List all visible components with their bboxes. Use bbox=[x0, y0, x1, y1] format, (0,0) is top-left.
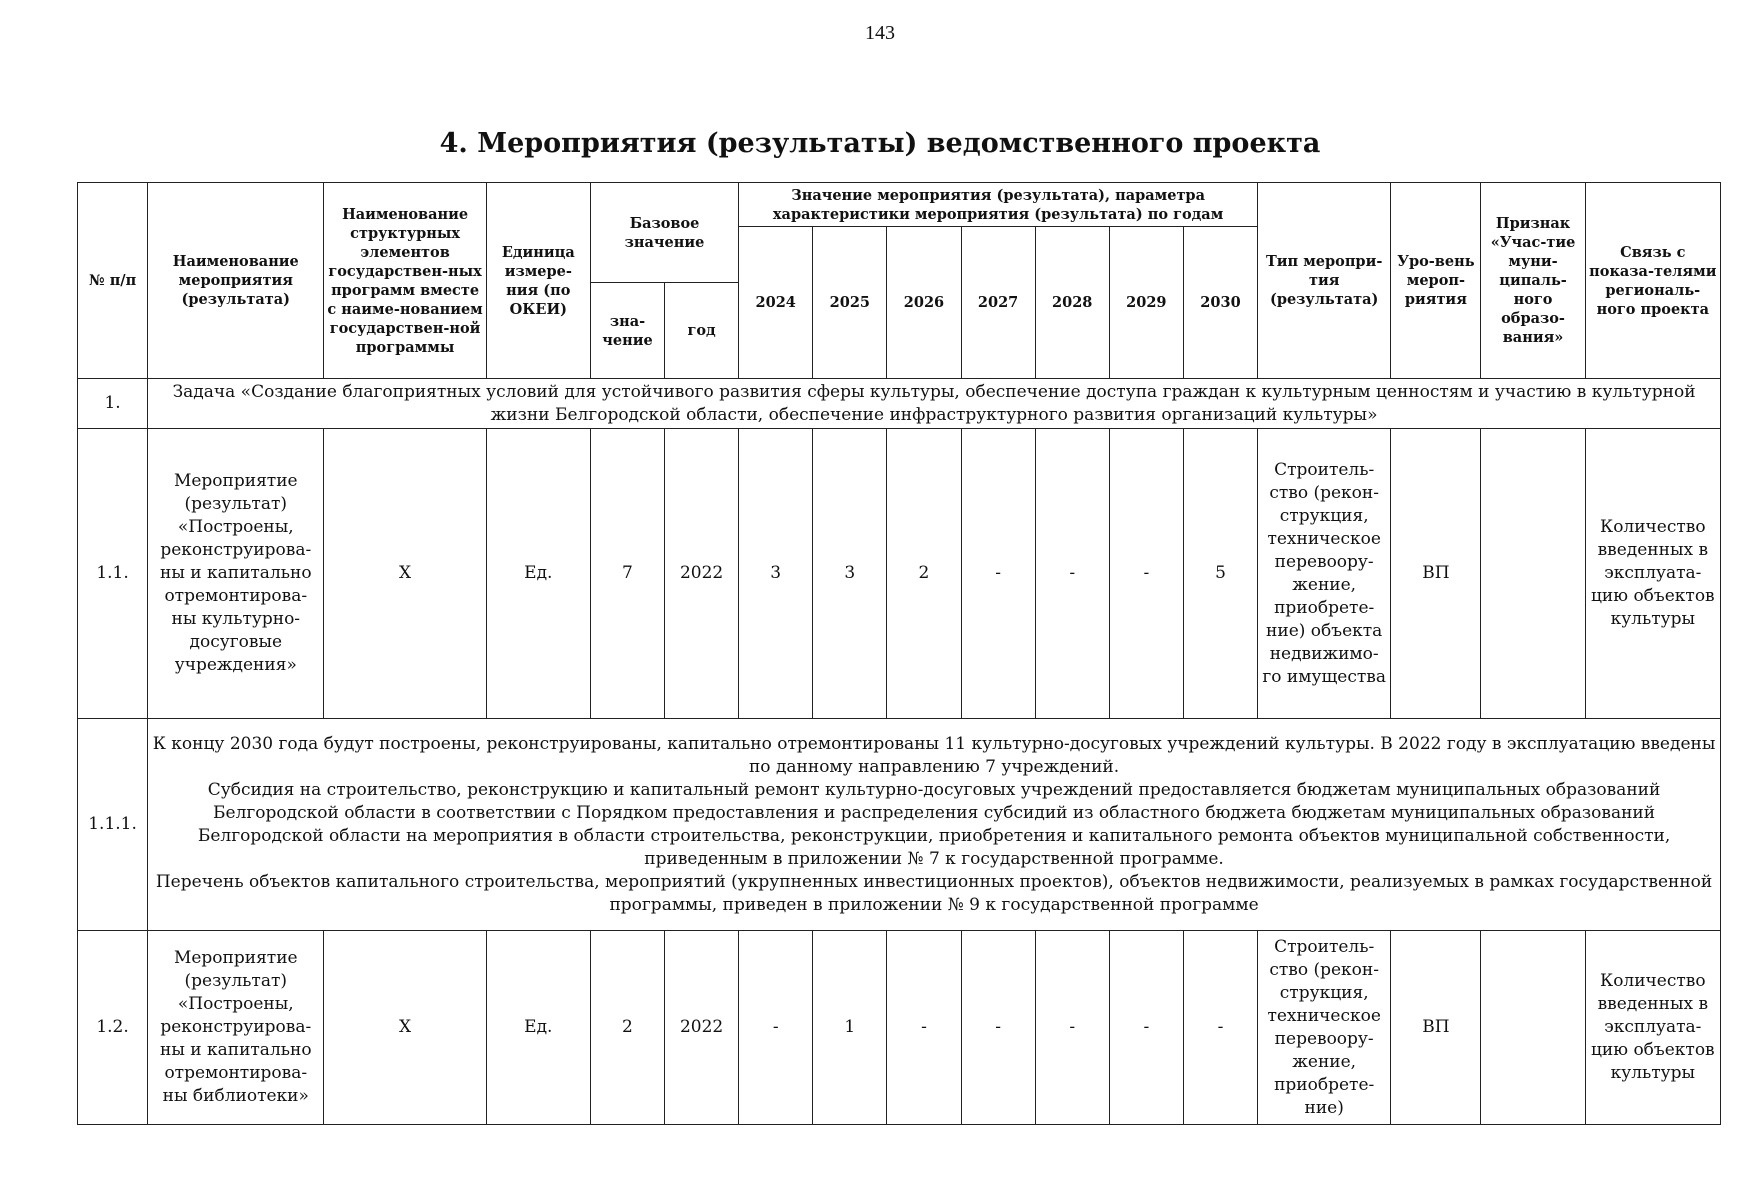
municipal-flag bbox=[1481, 931, 1585, 1125]
header-year-2025: 2025 bbox=[813, 227, 887, 379]
value-2028: - bbox=[1035, 931, 1109, 1125]
header-struct: Наименование структурных элементов государствен-ных программ вместе с наиме-нованием государствен-ной программы bbox=[324, 183, 486, 379]
description-text bbox=[148, 719, 1721, 931]
value-2030: 5 bbox=[1183, 429, 1257, 719]
header-num: № п/п bbox=[78, 183, 148, 379]
header-values-by-year: Значение мероприятия (результата), параметра характеристики мероприятия (результата) по годам bbox=[739, 183, 1258, 227]
event-level: ВП bbox=[1391, 429, 1481, 719]
header-name: Наименование мероприятия (результата) bbox=[148, 183, 324, 379]
event-name: Мероприятие (результат) «Построены, реконструирова-ны и капитально отремонтирова-ны библиотеки» bbox=[148, 931, 324, 1125]
regional-link: Количество введенных в эксплуата-цию объектов культуры bbox=[1585, 931, 1720, 1125]
value-2027: - bbox=[961, 931, 1035, 1125]
base-year: 2022 bbox=[665, 931, 739, 1125]
header-year-2028: 2028 bbox=[1035, 227, 1109, 379]
header-year-2026: 2026 bbox=[887, 227, 961, 379]
value-2026: 2 bbox=[887, 429, 961, 719]
event-type: Строитель-ство (рекон-струкция, техническое перевоору-жение, приобрете-ние) bbox=[1258, 931, 1391, 1125]
value-2028: - bbox=[1035, 429, 1109, 719]
base-value: 2 bbox=[590, 931, 664, 1125]
header-level: Уро-вень мероп-риятия bbox=[1391, 183, 1481, 379]
page-number: 143 bbox=[865, 22, 895, 44]
header-type: Тип меропри-тия (результата) bbox=[1258, 183, 1391, 379]
header-row bbox=[78, 183, 1721, 227]
description-paragraph: К концу 2030 года будут построены, реконструированы, капитально отремонтированы 11 культурно-досуговых учреждений культуры. В 2022 году в эксплуатацию введены по данному направлению 7 учреждений. bbox=[152, 733, 1716, 777]
description-paragraph: Перечень объектов капитального строительства, мероприятий (укрупненных инвестиционных проектов), объектов недвижимости, реализуемых в рамках государственной программы, приведен в приложении № 9 к государственной программе bbox=[155, 871, 1713, 915]
value-2029: - bbox=[1109, 429, 1183, 719]
row-num: 1.1.1. bbox=[78, 719, 148, 931]
regional-link: Количество введенных в эксплуата-цию объектов культуры bbox=[1585, 429, 1720, 719]
unit: Ед. bbox=[486, 429, 590, 719]
value-2027: - bbox=[961, 429, 1035, 719]
struct-element: Х bbox=[324, 429, 486, 719]
event-type: Строитель-ство (рекон-струкция, техническое перевоору-жение, приобрете-ние) объекта недвижимо-го имущества bbox=[1258, 429, 1391, 719]
row-num: 1.2. bbox=[78, 931, 148, 1125]
value-2026: - bbox=[887, 931, 961, 1125]
description-paragraph: Субсидия на строительство, реконструкцию и капитальный ремонт культурно-досуговых учреждений предоставляется бюджетам муниципальных образований Белгородской области в соответствии с Порядком предоставления и распределения субсидий из областного бюджета бюджетам муниципальных образований Белгородской области на мероприятия в области строительства, реконструкции, приобретения и капитального ремонта объектов муниципальной собственности, приведенным в приложении № 7 к государственной программе. bbox=[197, 779, 1671, 869]
event-level: ВП bbox=[1391, 931, 1481, 1125]
base-year: 2022 bbox=[665, 429, 739, 719]
base-value: 7 bbox=[590, 429, 664, 719]
table-row bbox=[78, 931, 1721, 1125]
event-name: Мероприятие (результат) «Построены, реконструирова-ны и капитально отремонтирова-ны культурно-досуговые учреждения» bbox=[148, 429, 324, 719]
task-row bbox=[78, 379, 1721, 429]
value-2030: - bbox=[1183, 931, 1257, 1125]
header-municipal: Признак «Учас-тие муни-ципаль-ного образо-вания» bbox=[1481, 183, 1585, 379]
value-2025: 3 bbox=[813, 429, 887, 719]
header-base: Базовое значение bbox=[590, 183, 738, 283]
header-year-2029: 2029 bbox=[1109, 227, 1183, 379]
unit: Ед. bbox=[486, 931, 590, 1125]
header-year-2024: 2024 bbox=[739, 227, 813, 379]
events-table bbox=[77, 182, 1721, 1125]
document-title: 4. Мероприятия (результаты) ведомственного проекта bbox=[439, 128, 1321, 159]
row-num: 1.1. bbox=[78, 429, 148, 719]
task-text: Задача «Создание благоприятных условий для устойчивого развития сферы культуры, обеспечение доступа граждан к культурным ценностям и участию в культурной жизни Белгородской области, обеспечение инфраструктурного развития организаций культуры» bbox=[148, 379, 1721, 429]
value-2024: 3 bbox=[739, 429, 813, 719]
struct-element: Х bbox=[324, 931, 486, 1125]
header-base-value: зна-чение bbox=[590, 283, 664, 379]
header-year-2027: 2027 bbox=[961, 227, 1035, 379]
header-unit: Единица измере-ния (по ОКЕИ) bbox=[486, 183, 590, 379]
header-link: Связь с показа-телями региональ-ного проекта bbox=[1585, 183, 1720, 379]
header-year-2030: 2030 bbox=[1183, 227, 1257, 379]
value-2025: 1 bbox=[813, 931, 887, 1125]
header-base-year: год bbox=[665, 283, 739, 379]
value-2029: - bbox=[1109, 931, 1183, 1125]
task-num: 1. bbox=[78, 379, 148, 429]
value-2024: - bbox=[739, 931, 813, 1125]
description-row bbox=[78, 719, 1721, 931]
table-row bbox=[78, 429, 1721, 719]
municipal-flag bbox=[1481, 429, 1585, 719]
